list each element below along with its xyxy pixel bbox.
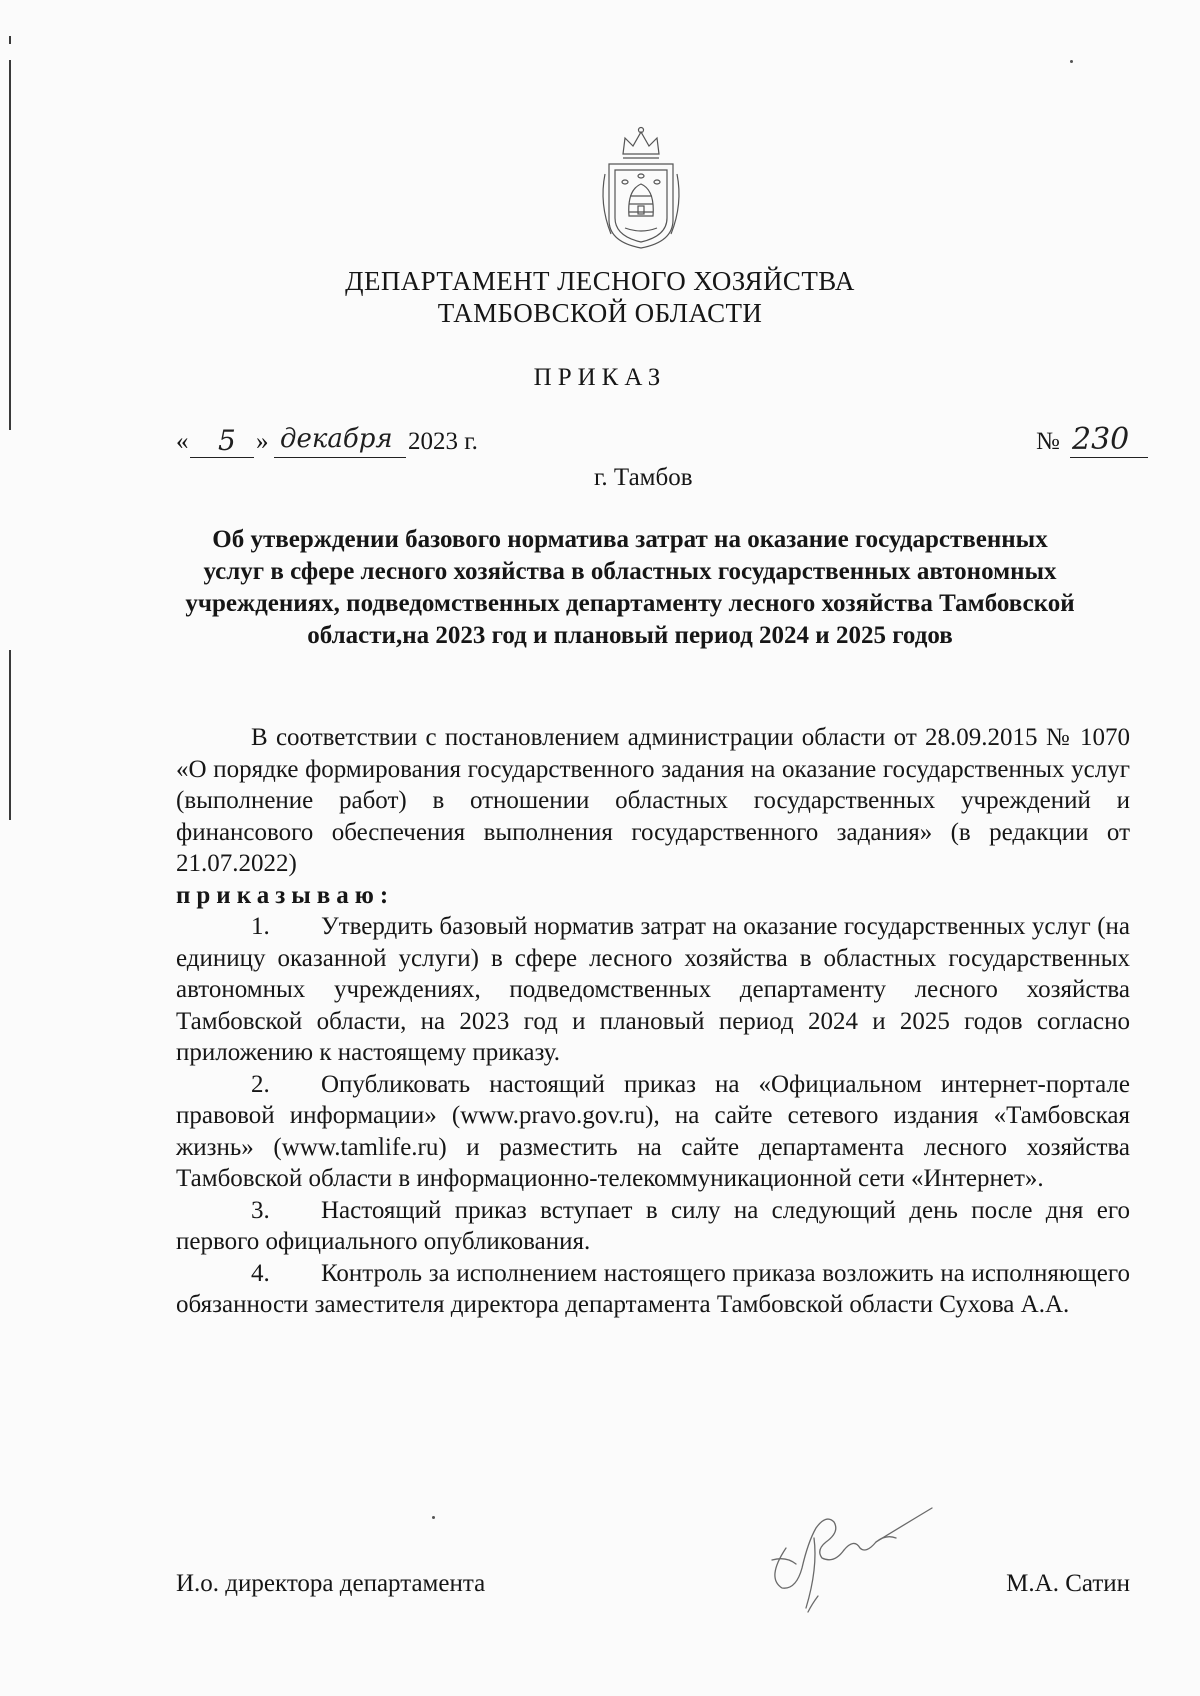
document-type-title: ПРИКАЗ [533,364,667,391]
department-name-line2: ТАМБОВСКОЙ ОБЛАСТИ [437,298,763,328]
item-number: 2. [251,1070,270,1098]
signatory-name: М.А. Сатин [1006,1570,1130,1597]
item-text: Настоящий приказ вступает в силу на следующий день после дня его первого официального опубликования. [176,1196,1130,1255]
item-number: 1. [251,913,270,940]
signatory-title: И.о. директора департамента [176,1570,486,1597]
order-item-2 [176,1069,1130,1195]
number-underline [1070,457,1148,458]
date-day: 5 [218,424,236,457]
scan-artifact [9,36,11,44]
item-number: 4. [251,1259,270,1287]
order-number [1036,422,1176,464]
signature-block [176,1570,1130,1610]
number-prefix: № [1036,428,1060,455]
order-subject: Об утверждении базового норматива затрат на оказание государственных услуг в сфере лесного хозяйства в областных государственных автономных учреждениях, подведомственных департаменту лесного хозяйства Тамбовской области,на 2023 год и плановый период 2024 и 2025 годов [185,526,1075,649]
order-item-1 [176,911,1130,1069]
number-value: 230 [1072,422,1130,457]
scan-artifact [1070,60,1073,63]
item-text: Утвердить базовый норматив затрат на оказание государственных услуг (на единицу оказанной услуги) в сфере лесного хозяйства в областных государственных автономных учреждениях, подведомственных департаменту лесного хозяйства Тамбовской области, на 2023 год и плановый период 2024 и 2025 годов согласно приложению к настоящему приказу. [176,913,1130,1066]
date-close-quote: » [256,428,269,455]
preamble-paragraph: В соответствии с постановлением администрации области от 28.09.2015 № 1070 «О порядке формирования государственного задания на оказание государственных услуг (выполнение работ) в отношении областных государственных учреждений и финансового обеспечения выполнения государственного задания» (в редакции от 21.07.2022) [176,724,1130,877]
date-year: 2023 г. [408,428,478,455]
date-day-underline [190,457,254,458]
coat-of-arms-icon [595,124,687,254]
date-month: декабря [280,424,393,454]
city-name: г. Тамбов [594,464,693,491]
item-text: Опубликовать настоящий приказ на «Официальном интернет-портале правовой информации» (www.pravo.gov.ru), на сайте сетевого издания «Тамбовская жизнь» (www.tamlife.ru) и разместить на сайте департамента лесного хозяйства Тамбовской области в информационно-телекоммуникационной сети «Интернет». [176,1070,1130,1192]
scan-artifact [432,1516,435,1519]
order-date [176,424,516,464]
date-open-quote: « [176,428,189,455]
department-name-line1: ДЕПАРТАМЕНТ ЛЕСНОГО ХОЗЯЙСТВА [345,266,855,296]
order-item-3 [176,1195,1130,1258]
order-body [176,722,1130,1321]
order-item-4 [176,1258,1130,1321]
item-text: Контроль за исполнением настоящего приказа возложить на исполняющего обязанности заместителя директора департамента Тамбовской области Сухова А.А. [176,1259,1130,1318]
date-month-underline [274,457,406,458]
directive-word: приказываю: [176,881,395,909]
item-number: 3. [251,1196,270,1224]
scan-artifact [9,650,11,820]
